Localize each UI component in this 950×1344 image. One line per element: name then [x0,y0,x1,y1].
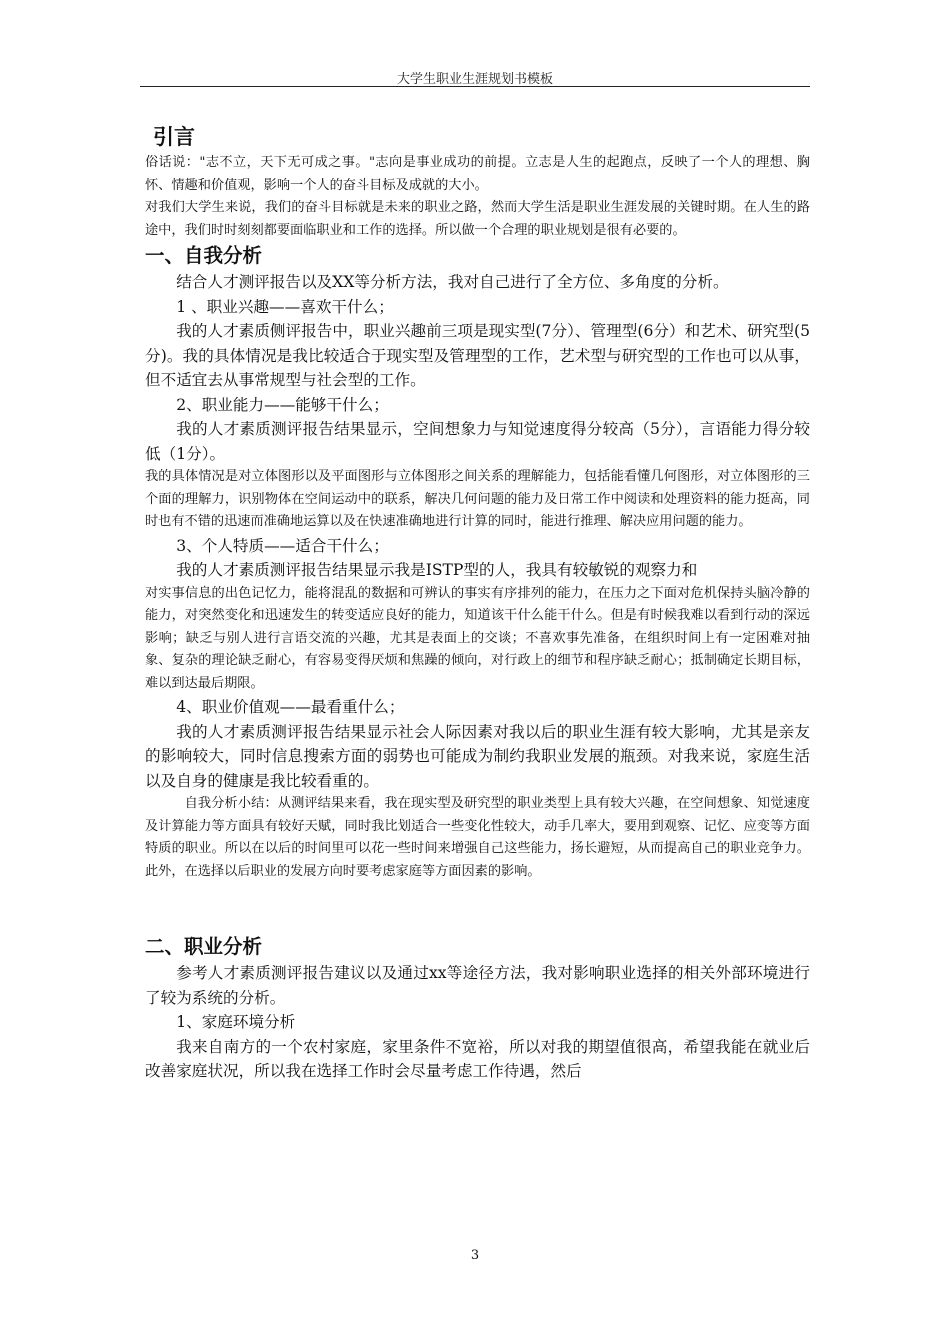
personal-traits-text-a: 我的人才素质测评报告结果显示我是ISTP型的人，我具有较敏锐的观察力和 [176,561,698,579]
career-ability-text-b: 我的具体情况是对立体图形以及平面图形与立体图形之间关系的理解能力，包括能看懂几何图形，对立体图形的三个面的理解力，识别物体在空间运动中的联系，解决几何问题的能力及日常工作中阅读和处理资料的能力挺高，同时也有不错的迅速而准确地运算以及在快速准确地进行计算的同时，能进行推理、解决应用问题的能力。 [145,469,810,529]
career-ability-text-a: 我的人才素质测评报告结果显示，空间想象力与知觉速度得分较高（5分），言语能力得分较低（1分）。 [145,420,810,463]
intro-paragraph-1: 俗话说："志不立，天下无可成之事。"志向是事业成功的前提。立志是人生的起跑点，反映了一个人的理想、胸怀、情趣和价值观，影响一个人的奋斗目标及成就的大小。 [145,155,810,193]
career-values-text: 我的人才素质测评报告结果显示社会人际因素对我以后的职业生涯有较大影响，尤其是亲友的影响较大，同时信息搜索方面的弱势也可能成为制约我职业发展的瓶颈。对我来说，家庭生活以及自身的健康是我比较看重的。 [145,722,810,790]
personal-traits-text-b: 对实事信息的出色记忆力，能将混乱的数据和可辨认的事实有序排列的能力，在压力之下面对危机保持头脑冷静的能力，对突然变化和迅速发生的转变适应良好的能力，知道该干什么能干什么。但是有时候我难以看到行动的深远影响；缺乏与别人进行言语交流的兴趣，尤其是表面上的交谈；不喜欢事先准备，在组织时间上有一定困难对抽象、复杂的理论缺乏耐心，有容易变得厌烦和焦躁的倾向，对行政上的细节和程序缺乏耐心；抵制确定长期目标，难以到达最后期限。 [145,585,810,691]
subheading-family-environment: 1、家庭环境分析 [176,1013,296,1031]
section-1-heading: 一、自我分析 [145,244,263,267]
section-2-intro: 参考人才素质测评报告建议以及通过xx等途径方法，我对影响职业选择的相关外部环境进行了较为系统的分析。 [145,964,810,1007]
intro-heading: 引言 [153,125,195,149]
subheading-career-values: 4、职业价值观——最看重什么； [176,698,405,716]
section-1-intro: 结合人才测评报告以及XX等分析方法，我对自己进行了全方位、多角度的分析。 [176,273,729,291]
document-body [145,122,810,1084]
running-header: 大学生职业生涯规划书模板 [396,72,553,87]
subheading-personal-traits: 3、个人特质——适合干什么； [176,536,389,555]
self-analysis-summary: 自我分析小结：从测评结果来看，我在现实型及研究型的职业类型上具有较大兴趣，在空间想象、知觉速度及计算能力等方面具有较好天赋，同时我比划适合一些变化性较大，动手几率大，要用到观察、记忆、应变等方面特质的职业。所以在以后的时间里可以花一些时间来增强自己这些能力，扬长避短，从而提高自己的职业竞争力。此外，在选择以后职业的发展方向时要考虑家庭等方面因素的影响。 [145,796,810,879]
page-number: 3 [470,1248,480,1263]
subheading-career-interest: 1 、职业兴趣——喜欢干什么； [176,297,394,316]
section-2-heading: 二、职业分析 [145,935,263,958]
subheading-career-ability: 2、职业能力——能够干什么； [176,395,389,414]
header-divider [140,86,810,87]
intro-paragraph-2: 对我们大学生来说，我们的奋斗目标就是未来的职业之路，然而大学生活是职业生涯发展的关键时期。在人生的路途中，我们时时刻刻都要面临职业和工作的选择。所以做一个合理的职业规划是很有必要的。 [145,200,810,238]
career-interest-text: 我的人才素质侧评报告中，职业兴趣前三项是现实型(7分）、管理型(6分）和艺术、研究型(5分)。我的具体情况是我比较适合于现实型及管理型的工作，艺术型与研究型的工作也可以从事，但不适宜去从事常规型与社会型的工作。 [145,322,810,389]
family-environment-text: 我来自南方的一个农村家庭，家里条件不宽裕，所以对我的期望值很高，希望我能在就业后改善家庭状况，所以我在选择工作时会尽量考虑工作待遇，然后 [145,1037,810,1080]
section-spacer [145,883,810,933]
